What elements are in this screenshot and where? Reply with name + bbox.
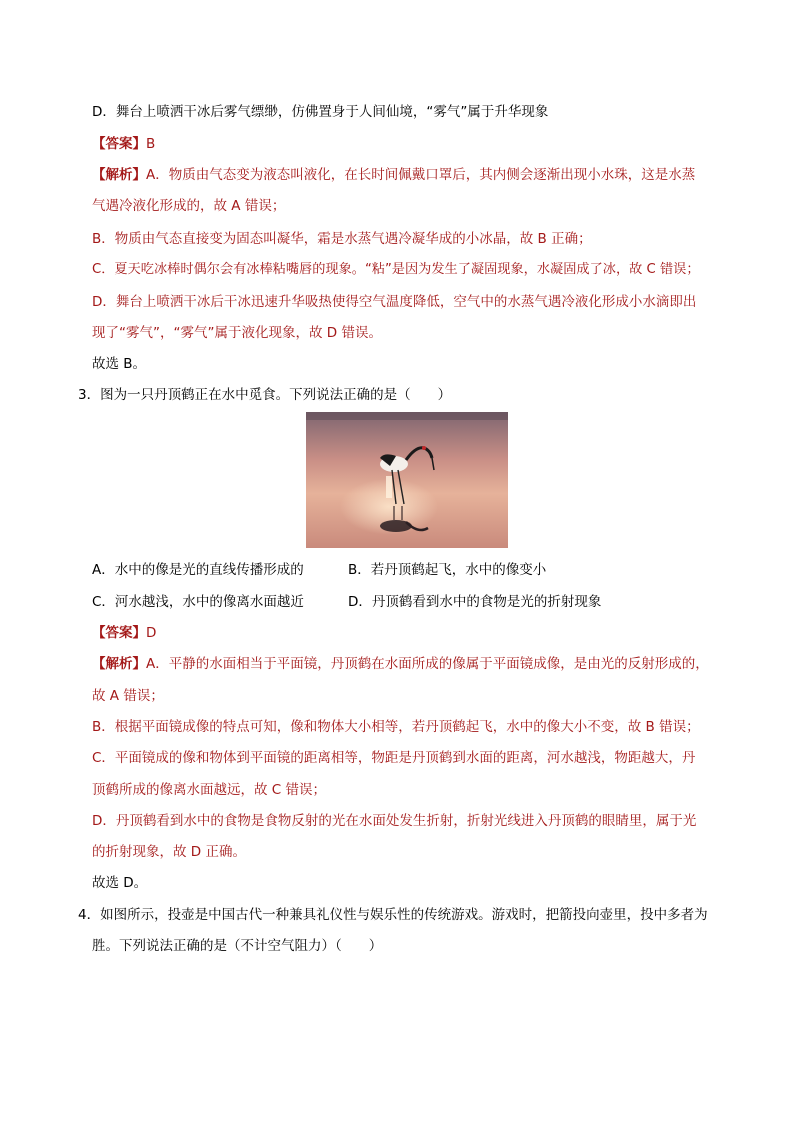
answer-label: 【答案】	[92, 136, 146, 152]
q3-option-a: A．水中的像是光的直线传播形成的	[92, 562, 304, 578]
q3-option-d: D．丹顶鹤看到水中的食物是光的折射现象	[348, 594, 602, 610]
q3-conclusion: 故选 D。	[92, 875, 148, 891]
q2-analysis-b: B．物质由气态直接变为固态叫凝华，霜是水蒸气遇冷凝华成的小冰晶，故 B 正确；	[92, 231, 592, 247]
q2-analysis-d-line1: D．舞台上喷洒干冰后干冰迅速升华吸热使得空气温度降低，空气中的水蒸气遇冷液化形成小水滴即出	[92, 294, 697, 310]
answer-value: B	[146, 136, 156, 152]
answer-value: D	[146, 625, 157, 641]
q3-option-c: C．河水越浅，水中的像离水面越近	[92, 594, 304, 610]
q3-answer	[92, 624, 156, 642]
q4-stem-line2: 胜。下列说法正确的是（不计空气阻力）（ ）	[92, 938, 383, 954]
analysis-label: 【解析】	[92, 167, 146, 183]
q3-analysis-a-line2: 故 A 错误；	[92, 688, 164, 704]
analysis-label: 【解析】	[92, 656, 146, 672]
q2-analysis-c: C．夏天吃冰棒时偶尔会有冰棒粘嘴唇的现象。“粘”是因为发生了凝固现象，水凝固成了冰，故 C 错误；	[92, 262, 700, 277]
q3-stem: 3．图为一只丹顶鹤正在水中觅食。下列说法正确的是（ ）	[78, 387, 452, 403]
q3-analysis-c-line2: 顶鹤所成的像离水面越远，故 C 错误；	[92, 782, 327, 798]
q4-stem-line1: 4．如图所示，投壶是中国古代一种兼具礼仪性与娱乐性的传统游戏。游戏时，把箭投向壶里，投中多者为	[78, 907, 708, 923]
q2-answer	[92, 135, 155, 153]
answer-label: 【答案】	[92, 625, 146, 641]
q2-analysis-d-line2: 现了“雾气”，“雾气”属于液化现象，故 D 错误。	[92, 325, 382, 341]
q2-option-d: D．舞台上喷洒干冰后雾气缥缈，仿佛置身于人间仙境，“雾气”属于升华现象	[92, 104, 549, 120]
q3-analysis-d-line1: D．丹顶鹤看到水中的食物是食物反射的光在水面处发生折射，折射光线进入丹顶鹤的眼睛里，属于光	[92, 813, 697, 829]
q3-analysis-d-line2: 的折射现象，故 D 正确。	[92, 844, 246, 860]
q3-option-b: B．若丹顶鹤起飞，水中的像变小	[348, 562, 547, 578]
q3-analysis-a-line1	[92, 655, 709, 673]
q2-analysis-a-line2: 气遇冷液化形成的，故 A 错误；	[92, 198, 286, 214]
q3-analysis-b: B．根据平面镜成像的特点可知，像和物体大小相等，若丹顶鹤起飞，水中的像大小不变，故 B 错误；	[92, 719, 700, 735]
q2-conclusion: 故选 B。	[92, 356, 147, 372]
analysis-a-text: A．平静的水面相当于平面镜，丹顶鹤在水面所成的像属于平面镜成像，是由光的反射形成的，	[146, 656, 709, 672]
crane-photo	[306, 412, 508, 548]
q3-analysis-c-line1: C．平面镜成的像和物体到平面镜的距离相等，物距是丹顶鹤到水面的距离，河水越浅，物距越大，丹	[92, 750, 696, 766]
q2-analysis-a-line1	[92, 166, 695, 184]
analysis-a-text: A．物质由气态变为液态叫液化，在长时间佩戴口罩后，其内侧会逐渐出现小水珠，这是水蒸	[146, 167, 696, 183]
